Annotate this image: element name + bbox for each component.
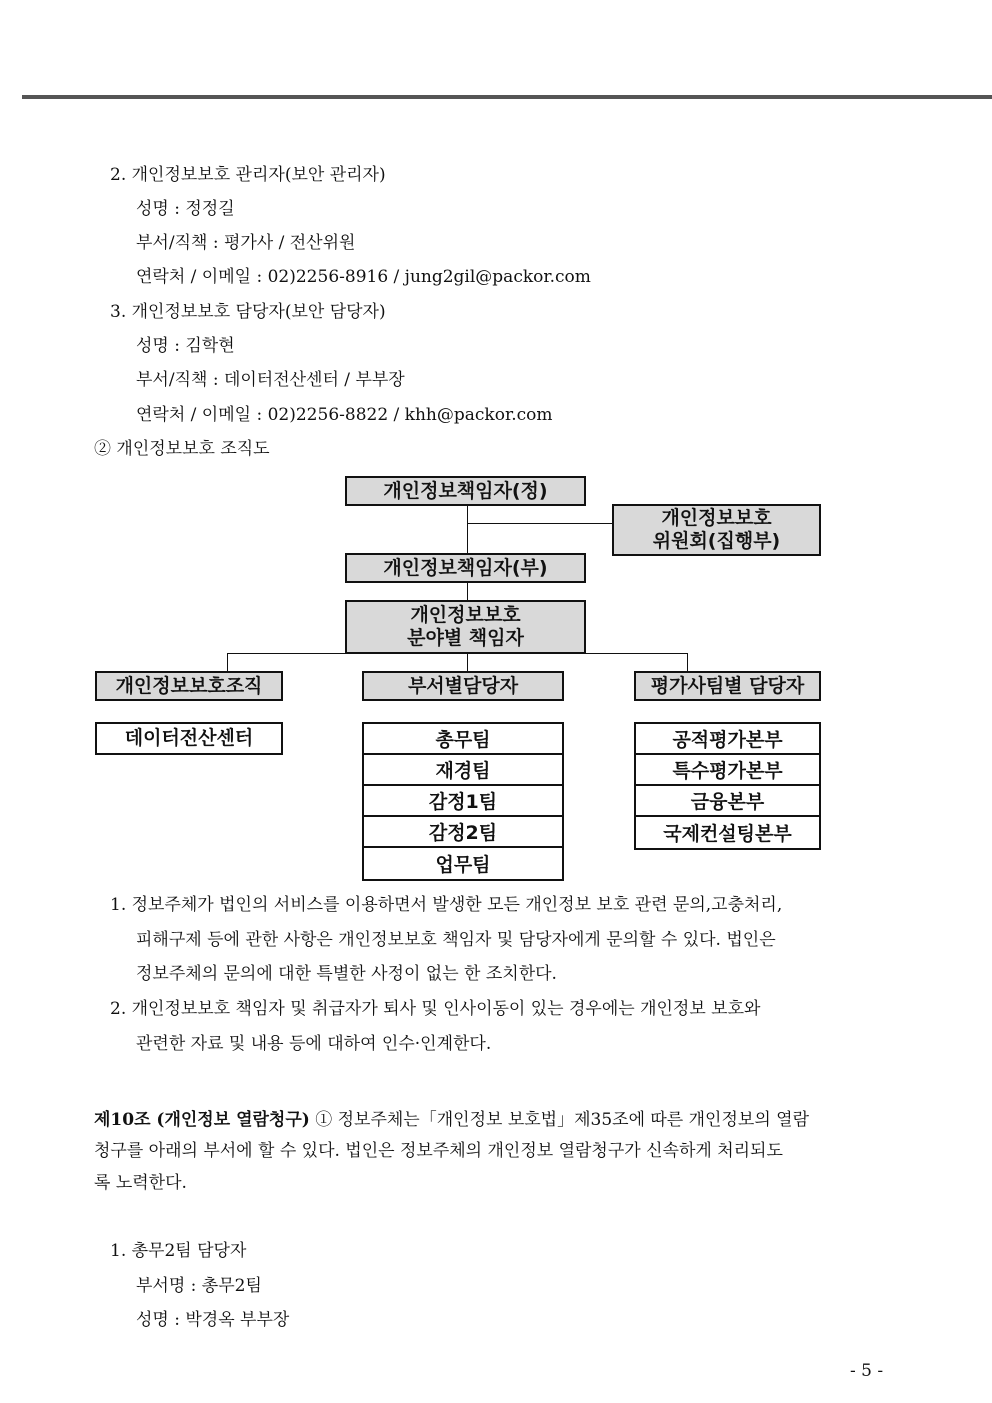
section2-dept: 부서/직책 : 평가사 / 전산위원	[136, 233, 356, 253]
article10-line1	[94, 1109, 809, 1131]
col2-item: 재경팀	[364, 755, 562, 786]
page-number: - 5 -	[850, 1361, 884, 1381]
section3-title: 3. 개인정보보호 담당자(보안 담당자)	[110, 302, 386, 322]
org-col1-head: 개인정보보호조직	[95, 671, 283, 701]
section3-dept: 부서/직책 : 데이터전산센터 / 부부장	[136, 370, 405, 390]
section2-name: 성명 : 정정길	[136, 199, 235, 219]
org-col1-item: 데이터전산센터	[95, 722, 283, 755]
contact1-title: 1. 총무2팀 담당자	[110, 1241, 247, 1261]
field-line1: 개인정보보호	[410, 604, 521, 626]
col2-item: 감정2팀	[364, 817, 562, 848]
article10-line2: 청구를 아래의 부서에 할 수 있다. 법인은 정보주체의 개인정보 열람청구가 신속하게 처리되도	[94, 1141, 783, 1161]
note1-line3: 정보주체의 문의에 대한 특별한 사정이 없는 한 조치한다.	[136, 964, 557, 984]
col2-item: 업무팀	[435, 854, 491, 876]
article10-line1-text: ① 정보주체는「개인정보 보호법」제35조에 따른 개인정보의 열람	[309, 1110, 809, 1130]
org-col2-head: 부서별담당자	[362, 671, 564, 701]
article10-title: 제10조 (개인정보 열람청구)	[94, 1110, 310, 1130]
section2-contact: 연락처 / 이메일 : 02)2256-8916 / jung2gil@packor.com	[136, 267, 591, 287]
col3-item: 공적평가본부	[636, 724, 819, 755]
committee-line2: 위원회(집행부)	[652, 530, 781, 552]
connector-col3	[687, 653, 688, 673]
org-committee-box	[612, 504, 821, 556]
col2-item: 총무팀	[364, 724, 562, 755]
org-col3-head: 평가사팀별 담당자	[634, 671, 821, 701]
org-col3-list	[634, 722, 821, 850]
col3-item: 국제컨설팅본부	[663, 823, 792, 845]
note2-line2: 관련한 자료 및 내용 등에 대하여 인수·인계한다.	[136, 1034, 492, 1054]
note2-line1: 2. 개인정보보호 책임자 및 취급자가 퇴사 및 인사이동이 있는 경우에는 개인정보 보호와	[110, 999, 761, 1019]
note1-line1: 1. 정보주체가 법인의 서비스를 이용하면서 발생한 모든 개인정보 보호 관련 문의,고충처리,	[110, 895, 783, 915]
org-top-box: 개인정보책임자(정)	[345, 476, 586, 506]
section3-name: 성명 : 김학현	[136, 336, 235, 356]
col2-item: 감정1팀	[364, 786, 562, 817]
note1-line2: 피해구제 등에 관한 사항은 개인정보보호 책임자 및 담당자에게 문의할 수 있다. 법인은	[136, 930, 776, 950]
contact1-dept: 부서명 : 총무2팀	[136, 1276, 262, 1296]
org-col2-list	[362, 722, 564, 881]
connector-field-branch	[467, 653, 468, 673]
col3-item: 특수평가본부	[636, 755, 819, 786]
col3-item: 금융본부	[636, 786, 819, 817]
org-deputy-box: 개인정보책임자(부)	[345, 553, 586, 583]
committee-line1: 개인정보보호	[661, 507, 772, 529]
org-field-box	[345, 600, 586, 654]
contact1-name: 성명 : 박경옥 부부장	[136, 1310, 290, 1330]
section2-title: 2. 개인정보보호 관리자(보안 관리자)	[110, 165, 386, 185]
field-line2: 분야별 책임자	[407, 627, 524, 649]
section3-contact: 연락처 / 이메일 : 02)2256-8822 / khh@packor.com	[136, 405, 553, 425]
org-chart-heading: ② 개인정보보호 조직도	[94, 439, 270, 459]
connector-committee	[467, 523, 613, 524]
connector-col1	[227, 653, 228, 673]
article10-line3: 록 노력한다.	[94, 1173, 187, 1193]
connector-top-deputy	[467, 505, 468, 555]
connector-deputy-field	[467, 582, 468, 601]
header-rule	[22, 95, 992, 99]
